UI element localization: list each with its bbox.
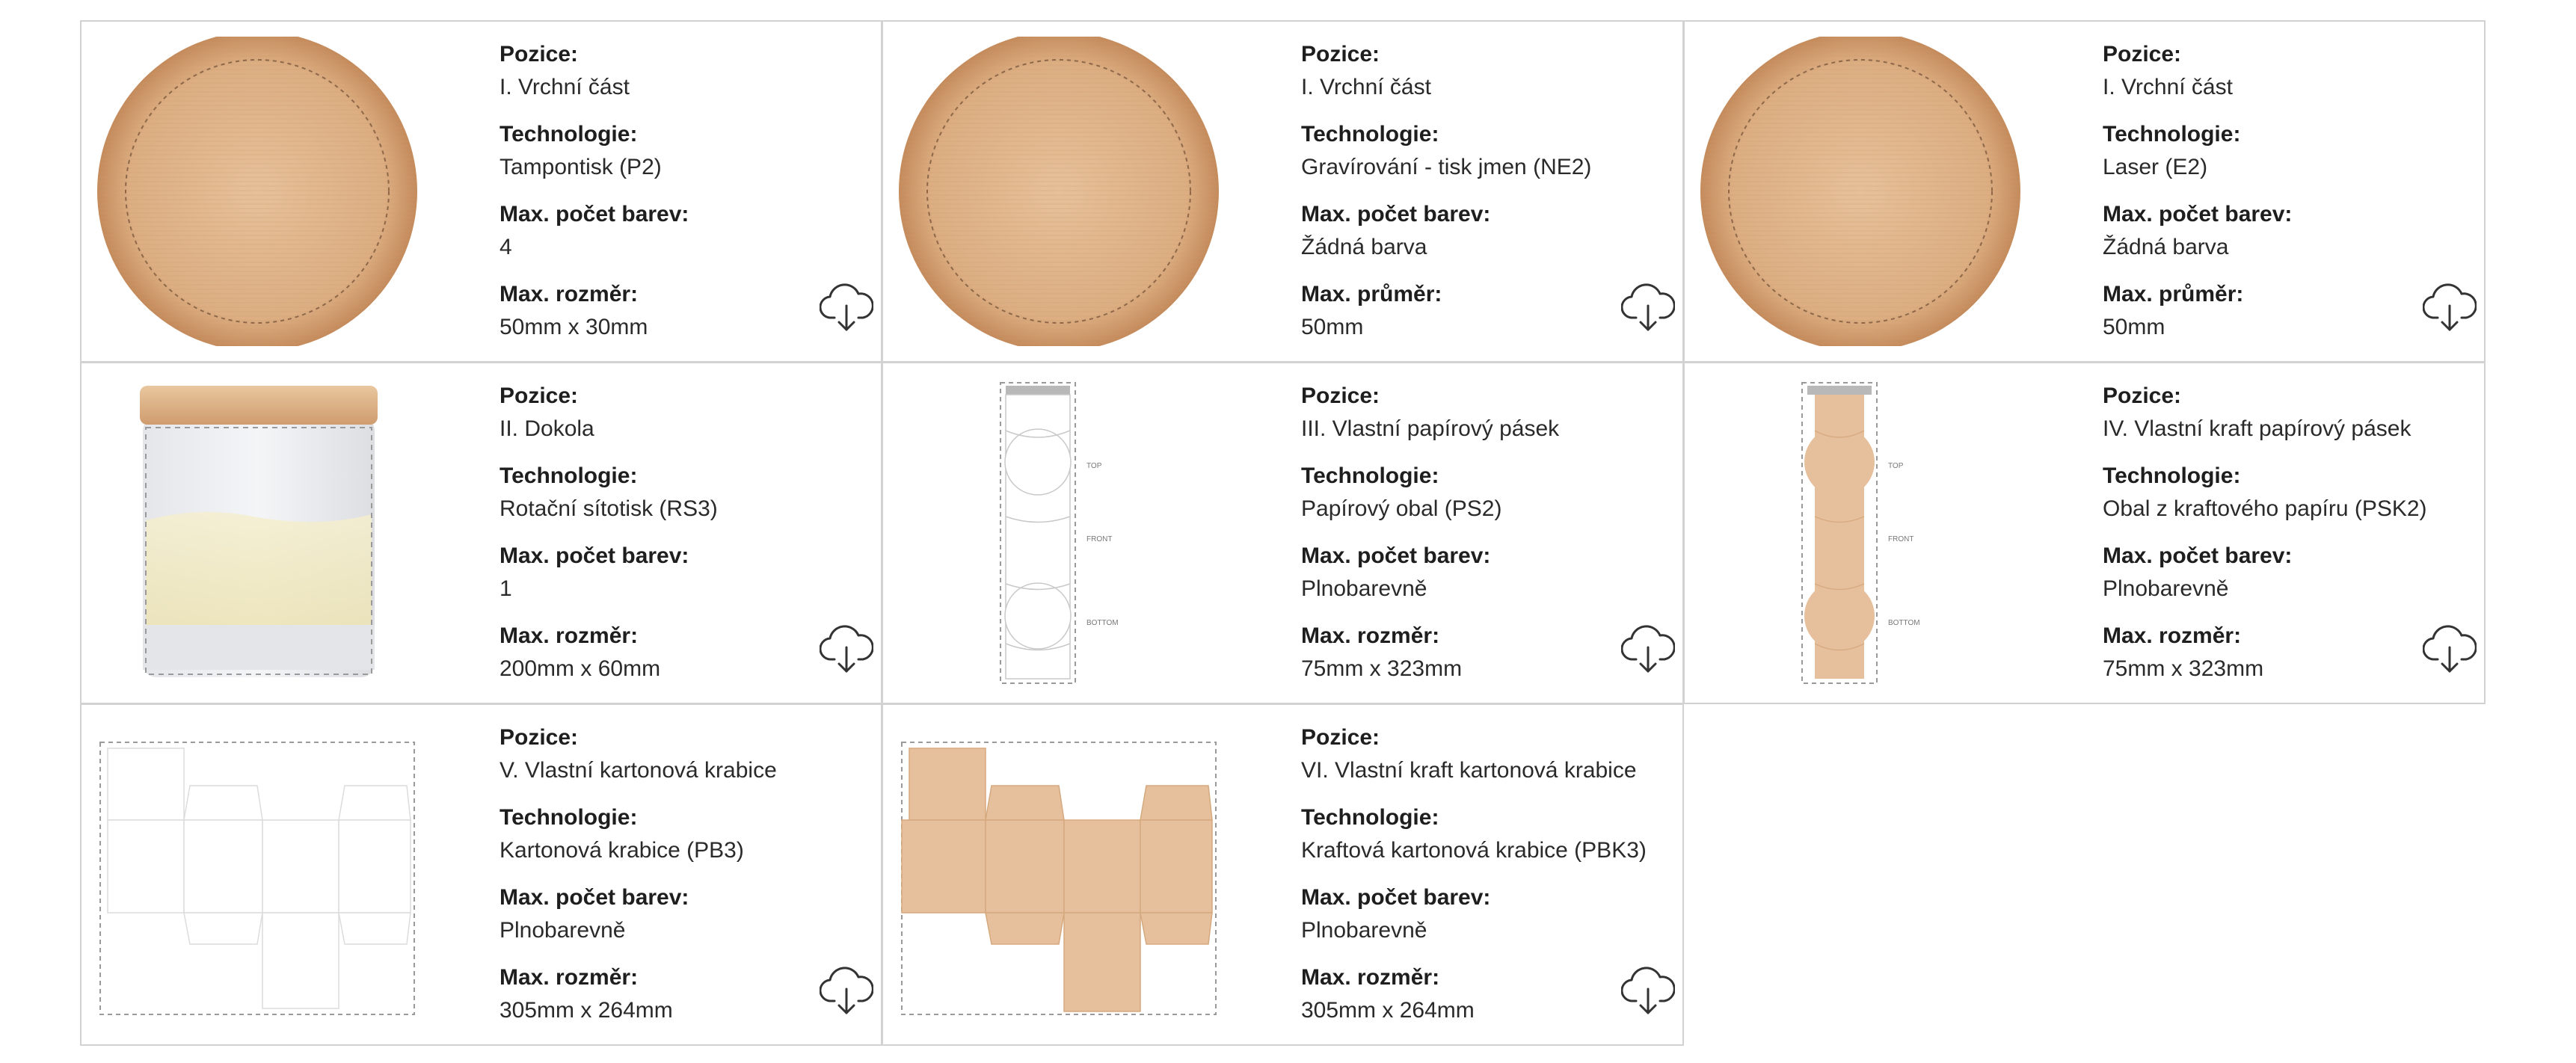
print-option-card — [80, 703, 882, 1046]
position-value: V. Vlastní kartonová krabice — [499, 758, 777, 783]
max-size-label: Max. rozměr: — [1301, 623, 1440, 648]
technology-label: Technologie: — [1301, 805, 1439, 830]
max-colors-value: Žádná barva — [2103, 235, 2229, 259]
wooden-lid-image — [898, 37, 1220, 346]
max-colors-value: Žádná barva — [1301, 235, 1427, 259]
print-option-details — [499, 380, 718, 700]
position-value: II. Dokola — [499, 416, 594, 441]
max-colors-value: Plnobarevně — [2103, 576, 2229, 601]
technology-label: Technologie: — [499, 463, 638, 488]
max-size-value: 75mm x 323mm — [2103, 656, 2264, 681]
candle-jar-image — [96, 378, 418, 688]
technology-value: Tampontisk (P2) — [499, 155, 662, 179]
technology-value: Gravírování - tisk jmen (NE2) — [1301, 155, 1592, 179]
max-size-value: 50mm x 30mm — [499, 315, 648, 339]
print-option-card — [882, 20, 1684, 363]
cloud-download-icon[interactable] — [820, 280, 873, 334]
strip-label-front: FRONT — [1086, 535, 1113, 543]
max-colors-value: 4 — [499, 235, 512, 259]
max-size-label: Max. rozměr: — [1301, 965, 1440, 990]
max-colors-label: Max. počet barev: — [499, 543, 689, 568]
technology-value: Papírový obal (PS2) — [1301, 496, 1502, 521]
technology-label: Technologie: — [2103, 122, 2241, 147]
print-option-details — [2103, 38, 2292, 358]
box-net-image — [96, 720, 418, 1029]
max-size-label: Max. rozměr: — [499, 965, 639, 990]
max-colors-value: Plnobarevně — [1301, 918, 1427, 943]
max-size-value: 305mm x 264mm — [1301, 998, 1475, 1023]
max-size-value: 75mm x 323mm — [1301, 656, 1463, 681]
print-option-card — [882, 362, 1684, 704]
technology-label: Technologie: — [1301, 122, 1439, 147]
wooden-lid-image — [96, 37, 418, 346]
strip-label-top: TOP — [1888, 462, 1904, 470]
position-label: Pozice: — [499, 725, 579, 750]
max-diameter-label: Max. průměr: — [1301, 282, 1442, 306]
max-colors-value: 1 — [499, 576, 512, 601]
print-option-details — [499, 38, 689, 358]
cloud-download-icon[interactable] — [820, 964, 873, 1017]
position-label: Pozice: — [499, 383, 579, 408]
print-option-card — [80, 362, 882, 704]
strip-label-top: TOP — [1086, 462, 1102, 470]
cloud-download-icon[interactable] — [2423, 622, 2477, 676]
technology-value: Kartonová krabice (PB3) — [499, 838, 744, 863]
max-colors-value: Plnobarevně — [499, 918, 626, 943]
kraft-box-net-image — [898, 720, 1220, 1029]
position-label: Pozice: — [1301, 725, 1380, 750]
print-positions-grid — [81, 21, 2486, 1046]
max-colors-label: Max. počet barev: — [499, 202, 689, 227]
position-label: Pozice: — [1301, 383, 1380, 408]
max-colors-label: Max. počet barev: — [1301, 885, 1491, 910]
max-diameter-label: Max. průměr: — [2103, 282, 2244, 306]
technology-value: Kraftová kartonová krabice (PBK3) — [1301, 838, 1647, 863]
print-option-details — [1301, 380, 1559, 700]
max-diameter-value: 50mm — [1301, 315, 1364, 339]
technology-value: Obal z kraftového papíru (PSK2) — [2103, 496, 2427, 521]
strip-label-bottom: BOTTOM — [1086, 619, 1119, 627]
position-label: Pozice: — [2103, 42, 2182, 67]
cloud-download-icon[interactable] — [1621, 964, 1675, 1017]
max-size-label: Max. rozměr: — [2103, 623, 2242, 648]
max-colors-value: Plnobarevně — [1301, 576, 1427, 601]
max-colors-label: Max. počet barev: — [1301, 202, 1491, 227]
technology-label: Technologie: — [499, 122, 638, 147]
print-option-details — [499, 721, 777, 1041]
position-value: I. Vrchní část — [499, 75, 630, 99]
technology-label: Technologie: — [2103, 463, 2241, 488]
technology-value: Laser (E2) — [2103, 155, 2208, 179]
position-value: III. Vlastní papírový pásek — [1301, 416, 1560, 441]
paper-strip-image — [898, 378, 1220, 688]
technology-label: Technologie: — [499, 805, 638, 830]
position-value: I. Vrchní část — [2103, 75, 2233, 99]
max-size-label: Max. rozměr: — [499, 282, 639, 306]
technology-label: Technologie: — [1301, 463, 1439, 488]
print-option-details — [1301, 38, 1591, 358]
cloud-download-icon[interactable] — [820, 622, 873, 676]
cloud-download-icon[interactable] — [1621, 280, 1675, 334]
max-colors-label: Max. počet barev: — [2103, 543, 2293, 568]
max-colors-label: Max. počet barev: — [2103, 202, 2293, 227]
position-value: IV. Vlastní kraft papírový pásek — [2103, 416, 2411, 441]
kraft-paper-strip-image — [1700, 378, 2021, 688]
cloud-download-icon[interactable] — [2423, 280, 2477, 334]
print-option-details — [2103, 380, 2427, 700]
cloud-download-icon[interactable] — [1621, 622, 1675, 676]
position-label: Pozice: — [1301, 42, 1380, 67]
max-diameter-value: 50mm — [2103, 315, 2165, 339]
max-colors-label: Max. počet barev: — [1301, 543, 1491, 568]
print-option-details — [1301, 721, 1647, 1041]
print-option-card — [1683, 362, 2486, 704]
position-label: Pozice: — [2103, 383, 2182, 408]
print-option-card — [80, 20, 882, 363]
print-option-card — [1683, 20, 2486, 363]
max-colors-label: Max. počet barev: — [499, 885, 689, 910]
position-value: VI. Vlastní kraft kartonová krabice — [1301, 758, 1637, 783]
strip-label-bottom: BOTTOM — [1888, 619, 1920, 627]
technology-value: Rotační sítotisk (RS3) — [499, 496, 718, 521]
max-size-value: 200mm x 60mm — [499, 656, 661, 681]
position-value: I. Vrchní část — [1301, 75, 1431, 99]
position-label: Pozice: — [499, 42, 579, 67]
strip-label-front: FRONT — [1888, 535, 1914, 543]
print-option-card — [882, 703, 1684, 1046]
max-size-label: Max. rozměr: — [499, 623, 639, 648]
max-size-value: 305mm x 264mm — [499, 998, 673, 1023]
wooden-lid-image — [1700, 37, 2021, 346]
